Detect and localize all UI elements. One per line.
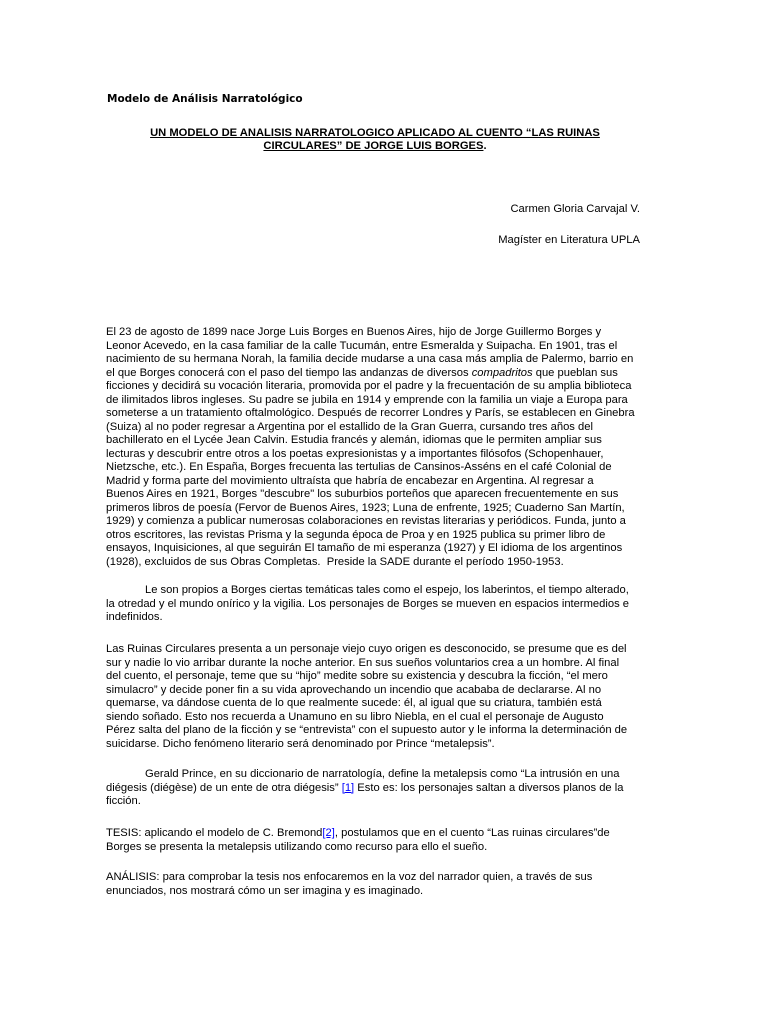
text-line: someterse a un tratamiento oftalmológico. Después de recorrer Londres y París, se establecen en Ginebra: [106, 407, 635, 419]
text-line: Borges se presenta la metalepsis utilizando como recurso para ello el sueño.: [106, 840, 488, 853]
text-line: ANÁLISIS: para comprobar la tesis nos enfocaremos en la voz del narrador quien, a través de sus: [106, 871, 593, 883]
text-line: Las Ruinas Circulares presenta a un personaje viejo cuyo origen es desconocido, se presume que es del: [106, 643, 627, 655]
text-segment: que pueblan sus: [532, 366, 618, 379]
text-line: El 23 de agosto de 1899 nace Jorge Luis Borges en Buenos Aires, hijo de Jorge Guillermo Borges y: [106, 326, 602, 338]
text-segment: diégesis (diégèse) de un ente de otra diégesis”: [106, 781, 342, 794]
text-line: del cuento, el personaje, teme que su “hijo” medite sobre su existencia y descubra la ficción, “el mero: [106, 670, 608, 682]
paragraph-thesis: [106, 827, 610, 854]
text-line: nacimiento de su hermana Norah, la familia decide mudarse a una casa más amplia de Palermo, barrio en: [106, 353, 634, 365]
paragraph-themes: [106, 584, 629, 625]
paragraph-biography: [106, 326, 635, 569]
text-segment: Esto es: los personajes saltan a diversos planos de la: [354, 781, 624, 794]
text-line: simulacro” y decide poner fin a su vida aprovechando un incendio que acababa de declararse. Al no: [106, 683, 602, 696]
title-text: UN MODELO DE ANALISIS NARRATOLOGICO APLICADO AL CUENTO “LAS RUINAS: [150, 127, 600, 139]
text-line: (Suiza) al no poder regresar a Argentina por el estallido de la Gran Guerra, cursando tres años del: [106, 420, 593, 433]
text-line: Leonor Acevedo, en la casa familiar de la calle Tucumán, entre Esmeralda y Suipacha. En 1901, tras el: [106, 339, 618, 352]
text-line: Pérez salta del plano de la ficción y se “entrevista” con el supuesto autor y le informa la determinación de: [106, 724, 628, 736]
text-line: enunciados, nos mostrará cómo un ser imagina y es imaginado.: [106, 884, 424, 897]
text-line: siendo soñado. Esto nos recuerda a Unamuno en su libro Niebla, en el cual el personaje de Augusto: [106, 710, 604, 723]
text-line: suicidarse. Dicho fenómeno literario será denominado por Prince “metalepsis”.: [106, 737, 495, 750]
footnote-link[interactable]: [2]: [322, 827, 335, 839]
text-line: Madrid y forma parte del movimiento ultraísta que habría de encabezar en Argentina. Al regresar a: [106, 474, 594, 487]
text-line: 1929) y comienza a publicar numerosas colaboraciones en revistas literarias y periódicos. Funda, junto a: [106, 515, 626, 527]
text-line: [106, 367, 635, 381]
text-line: ficción.: [106, 795, 141, 807]
text-segment: TESIS: aplicando el modelo de C. Bremond: [106, 827, 323, 839]
text-line: otros escritores, las revistas Prisma y la segunda época de Proa y en 1925 publica su primer libro de: [106, 528, 606, 541]
text-line: lecturas y descubrir entre otros a los poetas expresionistas y a importantes filósofos (Schopenhauer,: [106, 447, 604, 460]
title-line-2: [0, 140, 750, 153]
text-line: [106, 782, 623, 796]
text-line: ficciones y decidirá su vocación literaria, promovida por el padre y la frecuentación de su amplia biblioteca: [106, 380, 632, 392]
author-affiliation: Magíster en Literatura UPLA: [498, 234, 640, 246]
title-line-1: [0, 127, 750, 140]
paragraph-metalepsis: [106, 768, 623, 809]
text-line: indefinidos.: [106, 611, 163, 623]
paragraph-summary: [106, 643, 627, 751]
title-period: .: [483, 140, 487, 153]
text-line: Le son propios a Borges ciertas temáticas tales como el espejo, los laberintos, el tiempo alterado,: [145, 584, 629, 596]
text-segment: , postulamos que en el cuento “Las ruinas circulares”de: [334, 827, 610, 839]
text-line: de ilimitados libros ingleses. Su padre se jubila en 1914 y emprende con la familia un viaje a Europa para: [106, 393, 628, 406]
text-line: sur y nadie lo vio arribar durante la noche anterior. En sus sueños voluntarios crea a un hombre. Al final: [106, 656, 620, 669]
paragraph-analysis: [106, 871, 592, 898]
text-line: Nietzsche, etc.). En España, Borges frecuenta las tertulias de Cansinos-Asséns en el café Colonial de: [106, 461, 612, 473]
text-line: la otredad y el mundo onírico y la vigilia. Los personajes de Borges se mueven en espacios intermedios e: [106, 597, 629, 610]
document-heading: Modelo de Análisis Narratológico: [107, 93, 303, 105]
document-title: [0, 127, 750, 154]
text-line: Gerald Prince, en su diccionario de narratología, define la metalepsis como “La intrusión en una: [145, 768, 620, 780]
text-line: Buenos Aires en 1921, Borges "descubre" los suburbios porteños que aparecen frecuentemente en sus: [106, 488, 619, 500]
title-text: CIRCULARES” DE JORGE LUIS BORGES: [263, 140, 484, 153]
author-name: Carmen Gloria Carvajal V.: [510, 203, 640, 215]
text-line: [106, 827, 610, 841]
text-line: ensayos, Inquisiciones, al que seguirán El tamaño de mi esperanza (1927) y El idioma de los argentinos: [106, 542, 623, 554]
text-line: bachillerato en el Lycée Jean Calvin. Estudia francés y alemán, idiomas que le permiten ampliar sus: [106, 434, 602, 446]
text-segment: el que Borges conocerá con el paso del tiempo las andanzas de diversos: [106, 366, 472, 379]
footnote-link[interactable]: [1]: [341, 781, 355, 794]
text-line: (1928), excluidos de sus Obras Completas. Preside la SADE durante el período 1950-1953.: [106, 555, 564, 568]
text-line: quemarse, va dándose cuenta de lo que realmente sucede: él, al igual que su criatura, también está: [106, 697, 602, 709]
italic-term: compadritos: [471, 366, 533, 379]
text-line: primeros libros de poesía (Fervor de Buenos Aires, 1923; Luna de enfrente, 1925; Cuaderno San Martín,: [106, 501, 625, 514]
